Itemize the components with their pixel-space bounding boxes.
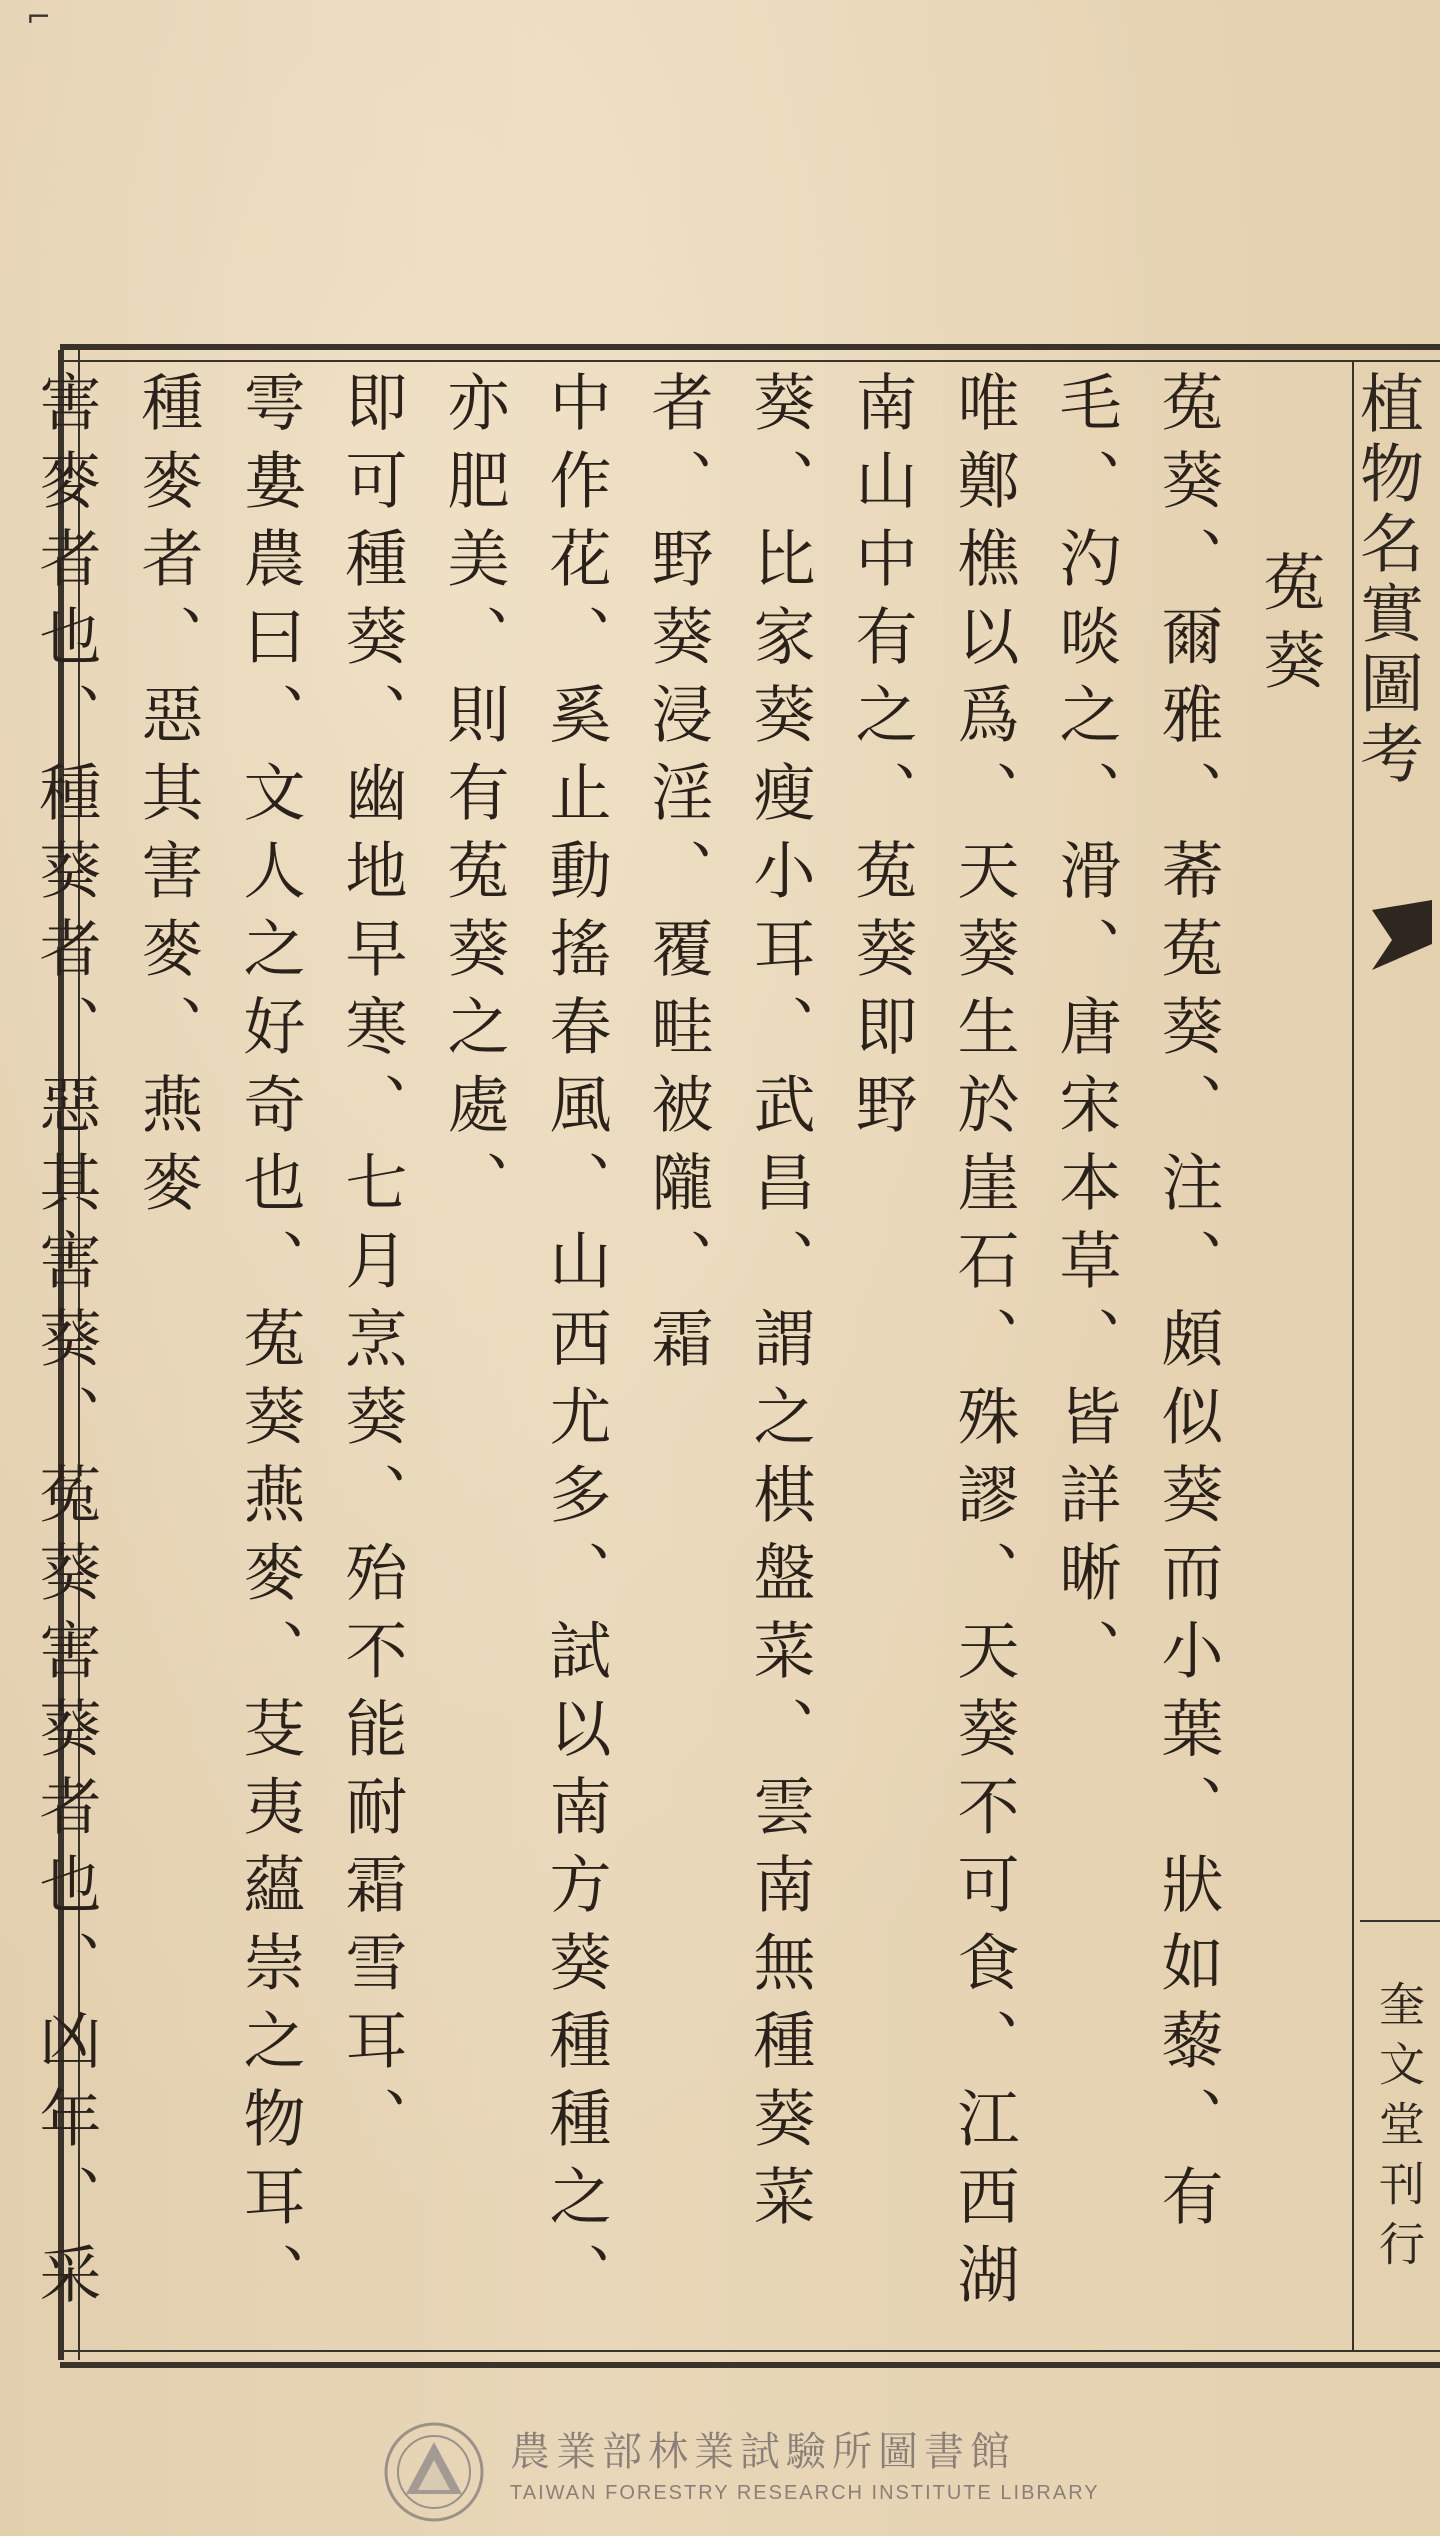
corner-mark: ⌐ xyxy=(26,0,52,35)
library-name-english: TAIWAN FORESTRY RESEARCH INSTITUTE LIBRARY xyxy=(510,2482,1100,2504)
entry-heading: 菟葵 xyxy=(1253,550,1326,706)
frame-bottom-border xyxy=(60,2350,1440,2368)
library-seal-icon xyxy=(382,2420,486,2524)
text-column-1: 菟葵、爾雅、莃菟葵、注、頗似葵而小葉、狀如藜、有毛、汋啖之、滑、唐宋本草、皆詳晰、 xyxy=(1049,370,1224,2242)
spine-book-title: 植物名實圖考 xyxy=(1349,370,1423,790)
spine-publisher: 奎文堂刊行 xyxy=(1372,1980,1426,2280)
text-column-5: 即可種葵、幽地早寒、七月烹葵、殆不能耐霜雪耳、 xyxy=(335,370,408,2164)
main-text-block xyxy=(29,370,1340,2330)
text-column-4: 中作花、奚止動搖春風、山西尤多、試以南方葵種種之、亦肥美、則有菟葵之處、 xyxy=(437,370,612,2320)
library-name-chinese: 農業部林業試驗所圖書館 xyxy=(510,2429,1016,2475)
text-column-2: 唯鄭樵以爲、天葵生於崖石、殊謬、天葵不可食、江西湖南山中有之、菟葵即野 xyxy=(845,370,1020,2320)
text-column-7: 害麥者也、種葵者、惡其害葵、菟葵害葵者也、凶年、采 xyxy=(29,370,102,2320)
spine-divider-horizontal xyxy=(1360,1920,1440,1922)
fishtail-ornament-icon xyxy=(1372,900,1432,970)
frame-top-border xyxy=(60,344,1440,362)
text-column-6: 雩婁農曰、文人之好奇也、菟葵燕麥、芟夷蘊崇之物耳、種麥者、惡其害麥、燕麥 xyxy=(131,370,306,2320)
text-column-3: 葵、比家葵瘦小耳、武昌、謂之棋盤菜、雲南無種葵菜者、野葵浸淫、覆畦被隴、霜 xyxy=(641,370,816,2242)
